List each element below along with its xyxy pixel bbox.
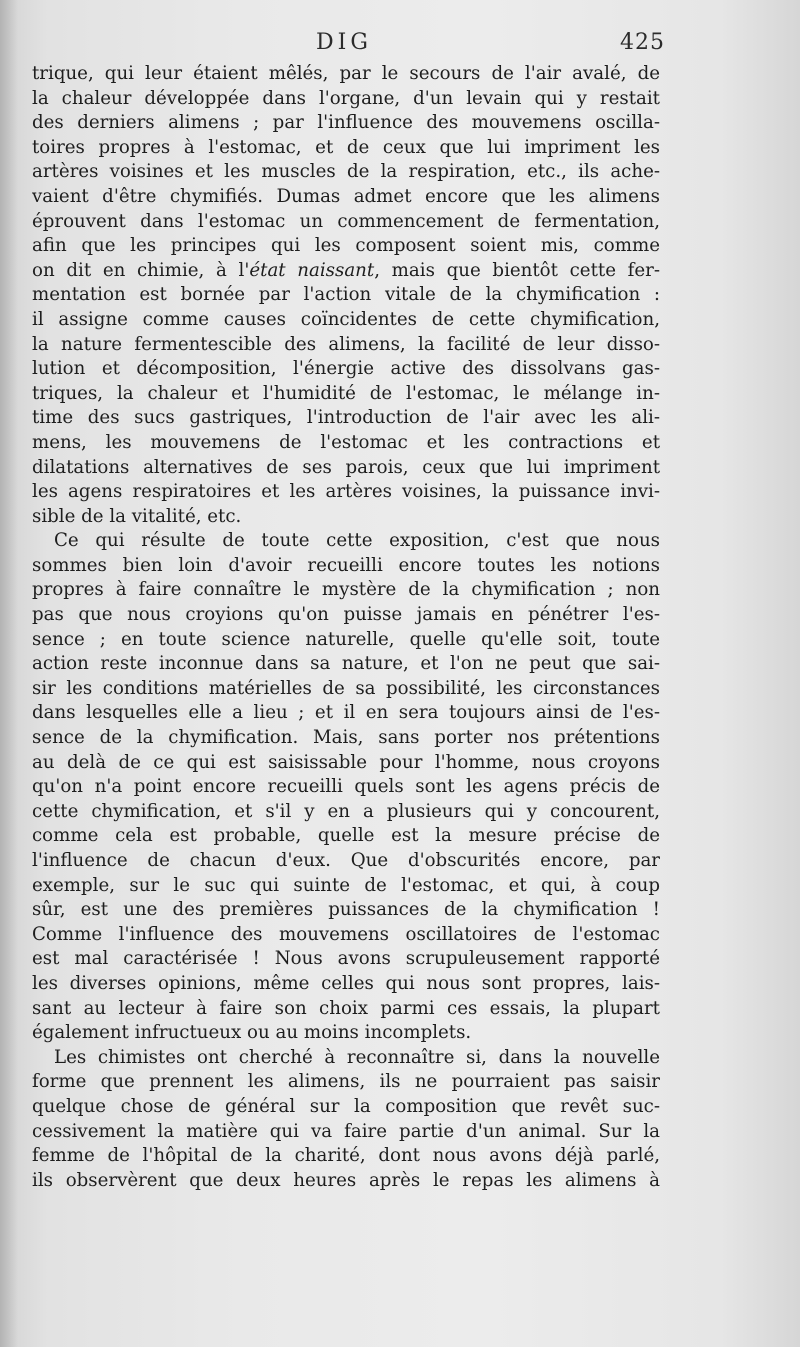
text-line: au delà de ce qui est saisissable pour l'homme, nous croyons <box>32 751 660 773</box>
text-line: Ce qui résulte de toute cette exposition, c'est que nous <box>54 530 660 552</box>
text-line: il assigne comme causes coïncidentes de cette chymification, <box>32 308 660 330</box>
italic-phrase: état naissant <box>249 259 375 281</box>
text-line: dilatations alternatives de ses parois, ceux que lui impriment <box>32 456 660 478</box>
text-line: afin que les principes qui les composent soient mis, comme <box>32 235 660 257</box>
page-number: 425 <box>620 30 665 55</box>
text-segment: on dit en chimie, à l' <box>32 259 250 281</box>
text-line: sible de la vitalité, etc. <box>32 505 242 527</box>
text-line: forme que prennent les alimens, ils ne pourraient pas saisir <box>32 1071 660 1093</box>
text-line: trique, qui leur étaient mêlés, par le secours de l'air avalé, de <box>32 63 660 84</box>
text-line: sir les conditions matérielles de sa possibilité, les circonstances <box>32 677 660 699</box>
text-line: mens, les mouvemens de l'estomac et les contractions et <box>32 431 660 453</box>
text-line: Comme l'influence des mouvemens oscillatoires de l'estomac <box>32 923 660 945</box>
running-head <box>0 30 800 62</box>
body-text <box>32 62 660 1193</box>
text-line: sant au lecteur à faire son choix parmi ces essais, la plupart <box>32 997 660 1019</box>
running-title: DIG <box>316 30 372 55</box>
text-line: mentation est bornée par l'action vitale de la chymification : <box>32 284 660 306</box>
text-line: time des sucs gastriques, l'introduction de l'air avec les ali- <box>32 407 660 429</box>
text-line: des derniers alimens ; par l'influence des mouvemens oscilla- <box>32 112 660 134</box>
text-line: Les chimistes ont cherché à reconnaître si, dans la nouvelle <box>54 1046 660 1068</box>
text-line: action reste inconnue dans sa nature, et l'on ne peut que sai- <box>32 653 660 675</box>
text-line: sûr, est une des premières puissances de la chymification ! <box>32 899 660 921</box>
paragraph-3 <box>32 1046 660 1194</box>
text-line: éprouvent dans l'estomac un commencement de fermentation, <box>32 210 660 232</box>
text-line: les agens respiratoires et les artères voisines, la puissance invi- <box>32 481 660 503</box>
text-line: qu'on n'a point encore recueilli quels sont les agens précis de <box>32 776 660 798</box>
text-line: la nature fermentescible des alimens, la facilité de leur disso- <box>32 333 660 355</box>
text-line: la chaleur développée dans l'organe, d'un levain qui y restait <box>32 87 660 109</box>
text-line: est mal caractérisée ! Nous avons scrupuleusement rapporté <box>32 948 660 970</box>
text-line: les diverses opinions, même celles qui nous sont propres, lais- <box>32 972 660 994</box>
text-line: sommes bien loin d'avoir recueilli encore toutes les notions <box>32 554 660 576</box>
text-line: sence de la chymification. Mais, sans porter nos prétentions <box>32 727 660 749</box>
text-line: dans lesquelles elle a lieu ; et il en sera toujours ainsi de l'es- <box>32 702 660 724</box>
text-line: propres à faire connaître le mystère de la chymification ; non <box>32 579 660 601</box>
text-line: triques, la chaleur et l'humidité de l'estomac, le mélange in- <box>32 382 660 404</box>
text-line: sence ; en toute science naturelle, quelle qu'elle soit, toute <box>32 628 660 650</box>
text-line: artères voisines et les muscles de la respiration, etc., ils ache- <box>32 161 660 183</box>
text-line: quelque chose de général sur la composition que revêt suc- <box>32 1095 660 1117</box>
text-line: l'influence de chacun d'eux. Que d'obscurités encore, par <box>32 850 660 871</box>
text-line: vaient d'être chymifiés. Dumas admet encore que les alimens <box>32 185 660 207</box>
text-line: exemple, sur le suc qui suinte de l'estomac, et qui, à coup <box>32 874 660 896</box>
paragraph-1 <box>32 62 660 529</box>
text-line: ils observèrent que deux heures après le repas les alimens à <box>32 1169 660 1191</box>
paragraph-2 <box>32 529 660 1045</box>
text-line: cessivement la matière qui va faire partie d'un animal. Sur la <box>32 1120 660 1142</box>
text-line: femme de l'hôpital de la charité, dont nous avons déjà parlé, <box>32 1145 660 1167</box>
text-segment: , mais que bientôt cette fer- <box>374 259 660 281</box>
text-line-with-italic <box>32 259 660 284</box>
text-line: lution et décomposition, l'énergie active des dissolvans gas- <box>32 358 660 380</box>
gutter-shadow <box>0 0 18 1347</box>
text-line: cette chymification, et s'il y en a plusieurs qui y concourent, <box>32 800 660 822</box>
text-line: comme cela est probable, quelle est la mesure précise de <box>32 825 660 847</box>
text-line: pas que nous croyions qu'on puisse jamais en pénétrer l'es- <box>32 604 660 626</box>
text-line: toires propres à l'estomac, et de ceux que lui impriment les <box>32 136 660 158</box>
text-line: également infructueux ou au moins incomplets. <box>32 1022 472 1044</box>
